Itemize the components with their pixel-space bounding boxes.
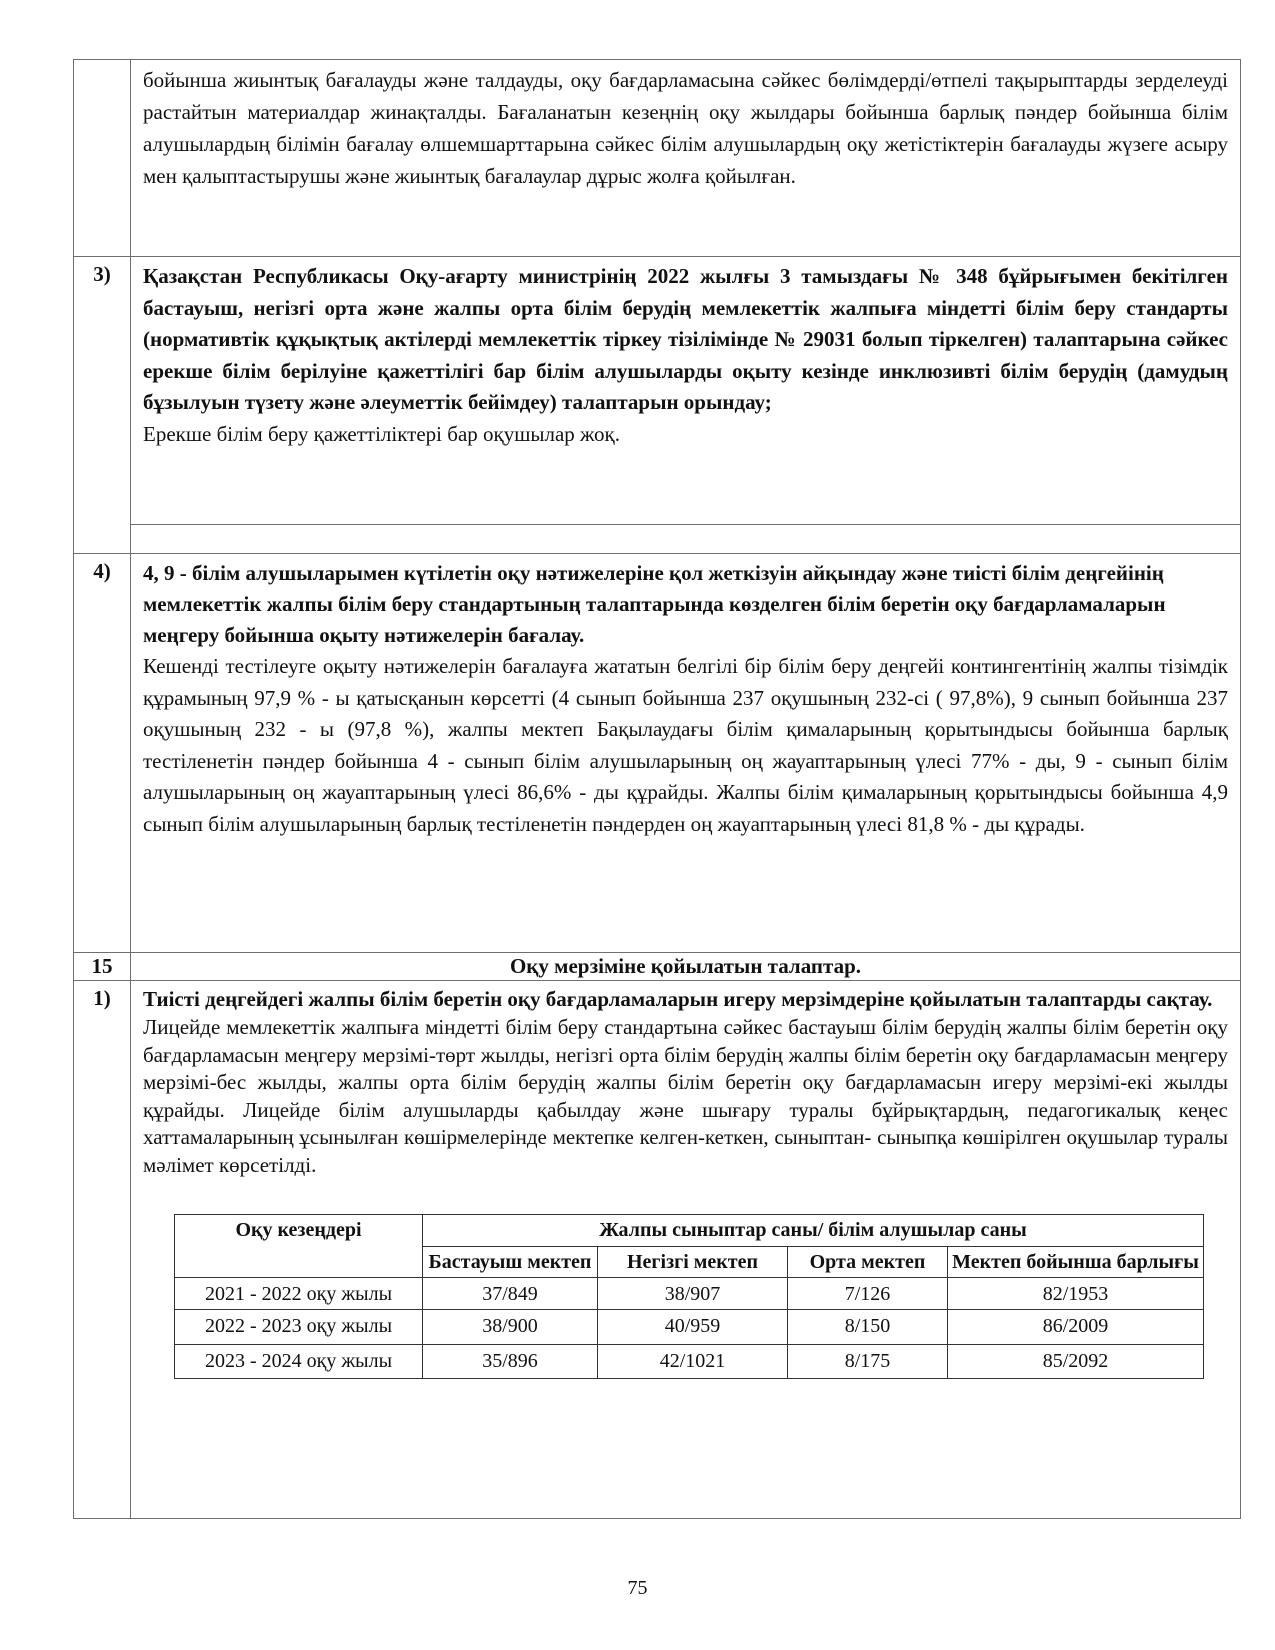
- requirement-heading: 4, 9 - білім алушыларымен күтілетін оқу нәтижелеріне қол жеткізуін айқындау және тиісті білім деңгейінің мемлекеттік жалпы білім беру стандартының талаптарында көзделген білім беретін оқу бағдарламаларын меңгеру бойынша оқыту нәтижелерін бағалау.: [143, 561, 1166, 647]
- enrollment-header-row: [175, 1215, 1204, 1247]
- table-row-continuation: [74, 60, 1241, 257]
- period-header: Оқу кезеңдері: [175, 1215, 423, 1278]
- value-cell: 37/849: [423, 1278, 598, 1310]
- paragraph: бойынша жиынтық бағалауды және талдауды, оқу бағдарламасына сәйкес бөлімдерді/өтпелі тақырыптарды зерделеуді растайтын материалдар жинақталды. Бағаланатын кезеңнің оқу жылдары бойынша барлық пәндер бойынша білім алушылардың білімін бағалау өлшемшарттарына сәйкес білім алушылардың оқу жетістіктерін бағалауды жүзеге асыру мен қалыптастырушы және жиынтық бағалаулар дұрыс жолға қойылған.: [143, 68, 1228, 188]
- value-cell: 38/900: [423, 1310, 598, 1345]
- row-number: 3): [74, 257, 131, 554]
- requirement-heading: Тиісті деңгейдегі жалпы білім беретін оқу бағдарламаларын игеру мерзімдеріне қойылатын талаптарды сақтау.: [143, 987, 1213, 1011]
- section-title: Оқу мерзіміне қойылатын талаптар.: [509, 954, 862, 978]
- value-cell: 82/1953: [948, 1278, 1204, 1310]
- table-row-4: [74, 554, 1241, 953]
- group-header: Жалпы сыныптар саны/ білім алушылар саны: [423, 1215, 1204, 1247]
- row-number: 4): [74, 554, 131, 953]
- value-cell: 35/896: [423, 1345, 598, 1379]
- value-cell: 40/959: [598, 1310, 788, 1345]
- row-content: [131, 60, 1241, 257]
- value-cell: 85/2092: [948, 1345, 1204, 1379]
- value-cell: 42/1021: [598, 1345, 788, 1379]
- enrollment-table: [174, 1214, 1204, 1379]
- row-number: [74, 60, 131, 257]
- row-content: [131, 554, 1241, 953]
- table-row: [175, 1278, 1204, 1310]
- page-number: 75: [627, 1577, 648, 1599]
- row-content: [131, 257, 1241, 525]
- paragraph: Лицейде мемлекеттік жалпыға міндетті білім беру стандартына сәйкес бастауыш білім берудің жалпы білім беретін оқу бағдарламасын меңгеру мерзімі-төрт жылды, негізгі орта білім берудің жалпы білім беретін оқу бағдарламасын меңгеру мерзімі-бес жылды, жалпы орта білім берудің жалпы білім беретін оқу бағдарламасын игеру мерзімі-екі жылды құрайды. Лицейде білім алушыларды қабылдау және шығару туралы бұйрықтардың, педагогикалық кеңес хаттамаларының ұсынылған көшірмелерінде мектепке келген-кеткен, сыныптан- сыныпқа көшірілген оқушылар туралы мәлімет көрсетілді.: [143, 1015, 1228, 1177]
- section-title-cell: [131, 953, 1241, 981]
- paragraph: Кешенді тестілеуге оқыту нәтижелерін бағалауға жататын белгілі бір білім беру деңгейі контингентінің жалпы тізімдік құрамының 97,9 % - ы қатысқанын көрсетті (4 сынып бойынша 237 оқушының 232-сі ( 97,8%), 9 сынып бойынша 237 оқушының 232 - ы (97,8 %), жалпы мектеп Бақылаудағы білім қималарының қорытындысы бойынша барлық тестіленетін пәндер бойынша 4 - сынып білім алушыларының оң жауаптарының үлесі 77% - ды, 9 - сынып білім алушыларының оң жауаптарының үлесі 86,6% - ды құрайды. Жалпы білім қималарының қорытындысы бойынша 4,9 сынып білім алушыларының барлық тестіленетін пәндерден оң жауаптарының үлесі 81,8 % - ды құрады.: [143, 654, 1228, 836]
- value-cell: 38/907: [598, 1278, 788, 1310]
- table-row: [175, 1310, 1204, 1345]
- paragraph: Ерекше білім беру қажеттіліктері бар оқушылар жоқ.: [143, 421, 620, 446]
- column-header-secondary: Орта мектеп: [788, 1246, 948, 1278]
- period-cell: 2023 - 2024 оқу жылы: [175, 1345, 423, 1379]
- empty-cell: [131, 525, 1241, 554]
- table-row-3-empty: [74, 525, 1241, 554]
- value-cell: 8/175: [788, 1345, 948, 1379]
- period-cell: 2021 - 2022 оқу жылы: [175, 1278, 423, 1310]
- row-content: [131, 981, 1241, 1519]
- value-cell: 7/126: [788, 1278, 948, 1310]
- period-cell: 2022 - 2023 оқу жылы: [175, 1310, 423, 1345]
- column-header-primary: Бастауыш мектеп: [423, 1246, 598, 1278]
- table-row-15: [74, 953, 1241, 981]
- evaluation-table: [73, 59, 1241, 1519]
- row-number: 15: [74, 953, 131, 981]
- table-row-3: [74, 257, 1241, 525]
- value-cell: 86/2009: [948, 1310, 1204, 1345]
- value-cell: 8/150: [788, 1310, 948, 1345]
- table-row-1: [74, 981, 1241, 1519]
- column-header-total: Мектеп бойынша барлығы: [948, 1246, 1204, 1278]
- table-row: [175, 1345, 1204, 1379]
- requirement-heading: Қазақстан Республикасы Оқу-ағарту министрінің 2022 жылғы 3 тамыздағы № 348 бұйрығымен бекітілген бастауыш, негізгі орта және жалпы орта білім берудің мемлекеттік жалпыға міндетті білім беру стандарты (нормативтік құқықтық актілерді мемлекеттік тіркеу тізілімінде № 29031 болып тіркелген) талаптарына сәйкес ерекше білім берілуіне қажеттілігі бар білім алушыларды оқыту кезінде инклюзивті білім берудің (дамудың бұзылуын түзету және әлеуметтік бейімдеу) талаптарын орындау;: [143, 264, 1228, 414]
- row-number: 1): [74, 981, 131, 1519]
- column-header-basic: Негізгі мектеп: [598, 1246, 788, 1278]
